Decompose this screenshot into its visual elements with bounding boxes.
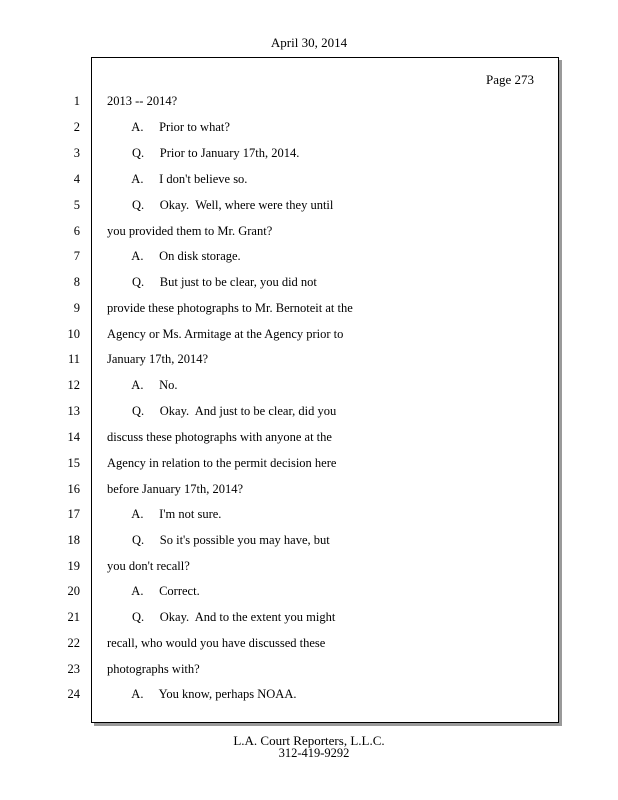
line-number: 6 [73,224,80,238]
line-text: before January 17th, 2014? [107,482,244,496]
line-number: 22 [67,636,80,650]
line-text: Q. So it's possible you may have, but [107,533,330,547]
line-text: A. No. [107,378,178,392]
line-text: January 17th, 2014? [107,352,209,366]
line-number: 24 [67,687,80,701]
transcript-line [0,198,618,216]
line-number: 19 [67,559,80,573]
transcript-line [0,507,618,525]
line-text: A. Correct. [107,584,200,598]
transcript-line [0,172,618,190]
line-text: A. On disk storage. [107,249,241,263]
line-number: 8 [73,275,80,289]
line-number: 12 [67,378,80,392]
transcript-line [0,146,618,164]
line-text: provide these photographs to Mr. Bernoteit at the [107,301,353,315]
line-text: recall, who would you have discussed these [107,636,326,650]
line-number: 17 [67,507,80,521]
line-text: discuss these photographs with anyone at the [107,430,332,444]
line-number: 21 [67,610,80,624]
line-text: A. I don't believe so. [107,172,248,186]
line-text: Q. Okay. And just to be clear, did you [107,404,337,418]
transcript-line [0,559,618,577]
transcript-line [0,456,618,474]
transcript-line [0,584,618,602]
transcript-line [0,327,618,345]
line-text: Q. Prior to January 17th, 2014. [107,146,300,160]
line-text: Q. Okay. And to the extent you might [107,610,336,624]
line-text: you provided them to Mr. Grant? [107,224,273,238]
transcript-line [0,430,618,448]
transcript-line [0,404,618,422]
line-text: 2013 -- 2014? [107,94,178,108]
line-number: 16 [67,482,80,496]
line-number: 11 [67,352,80,366]
header-date: April 30, 2014 [270,35,348,50]
transcript-line [0,249,618,267]
transcript-line [0,352,618,370]
transcript-line [0,224,618,242]
line-text: Q. Okay. Well, where were they until [107,198,334,212]
line-number: 3 [73,146,80,160]
transcript-line [0,120,618,138]
line-number: 7 [73,249,80,263]
line-number: 9 [73,301,80,315]
transcript-line [0,301,618,319]
line-number: 2 [73,120,80,134]
line-number: 18 [67,533,80,547]
line-number: 15 [67,456,80,470]
line-number: 5 [73,198,80,212]
line-number: 1 [73,94,80,108]
transcript-line [0,275,618,293]
line-text: photographs with? [107,662,200,676]
footer-phone: 312-419-9292 [278,746,350,760]
line-number: 13 [67,404,80,418]
transcript-line [0,378,618,396]
line-number: 14 [67,430,80,444]
transcript-line [0,533,618,551]
transcript-line [0,94,618,112]
transcript-line [0,662,618,680]
line-number: 20 [67,584,80,598]
line-number: 4 [73,172,80,186]
line-number: 23 [67,662,80,676]
line-text: A. You know, perhaps NOAA. [107,687,297,701]
transcript-line [0,636,618,654]
line-text: Agency or Ms. Armitage at the Agency prior to [107,327,344,341]
line-text: Q. But just to be clear, you did not [107,275,317,289]
line-text: you don't recall? [107,559,190,573]
transcript-line [0,610,618,628]
line-number: 10 [67,327,80,341]
transcript-line [0,687,618,705]
line-text: A. I'm not sure. [107,507,222,521]
transcript-line [0,482,618,500]
footer-firm-name: L.A. Court Reporters, L.L.C. [233,733,385,748]
line-text: A. Prior to what? [107,120,230,134]
line-text: Agency in relation to the permit decision here [107,456,337,470]
page-number: Page 273 [486,72,535,87]
